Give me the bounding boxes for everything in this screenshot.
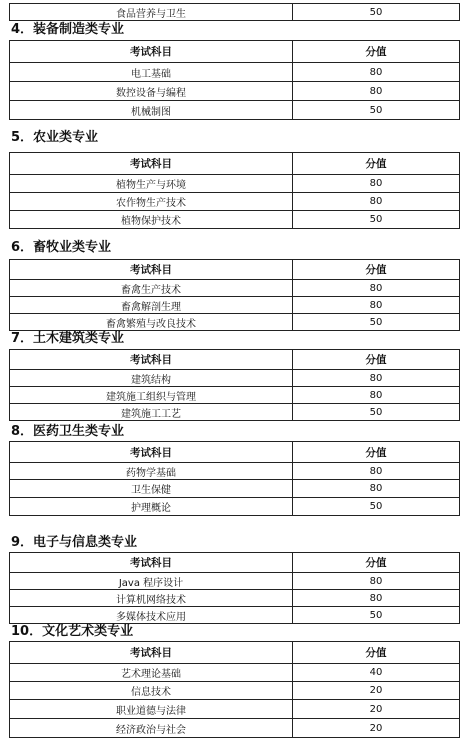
subject-cell: 植物保护技术 <box>10 211 293 229</box>
header-row <box>10 41 460 63</box>
section-heading: 10．文化艺术类专业 <box>11 624 134 639</box>
score-cell: 80 <box>293 297 460 314</box>
subject-cell: 电工基础 <box>10 63 293 82</box>
header-score: 分值 <box>293 553 460 573</box>
subject-cell: 信息技术 <box>10 682 293 700</box>
subject-cell: 机械制图 <box>10 101 293 120</box>
table-row <box>10 590 460 607</box>
subject-cell: 建筑施工组织与管理 <box>10 387 293 404</box>
header-score: 分值 <box>293 153 460 175</box>
header-subject: 考试科目 <box>10 553 293 573</box>
score-cell: 80 <box>293 370 460 387</box>
table-row <box>10 607 460 624</box>
table-row <box>10 480 460 498</box>
section-heading: 6．畜牧业类专业 <box>11 240 112 255</box>
header-subject: 考试科目 <box>10 153 293 175</box>
subject-cell: 艺术理论基础 <box>10 664 293 682</box>
score-cell: 80 <box>293 82 460 101</box>
table-row <box>10 404 460 421</box>
subject-cell: 卫生保健 <box>10 480 293 498</box>
subject-cell: 建筑施工工艺 <box>10 404 293 421</box>
subject-cell: 食品营养与卫生 <box>10 4 293 21</box>
header-score: 分值 <box>293 442 460 463</box>
table-row <box>10 297 460 314</box>
header-subject: 考试科目 <box>10 350 293 370</box>
subject-cell: 职业道德与法律 <box>10 700 293 719</box>
score-cell: 80 <box>293 63 460 82</box>
section-heading: 9．电子与信息类专业 <box>11 535 138 550</box>
header-row <box>10 350 460 370</box>
section-table <box>9 259 460 331</box>
top-partial-table <box>9 3 460 21</box>
score-cell: 80 <box>293 573 460 590</box>
subject-cell: 农作物生产技术 <box>10 193 293 211</box>
header-subject: 考试科目 <box>10 41 293 63</box>
table-row <box>10 193 460 211</box>
table-row <box>10 463 460 480</box>
table-row <box>10 101 460 120</box>
score-cell: 40 <box>293 664 460 682</box>
subject-cell: 经济政治与社会 <box>10 719 293 738</box>
header-score: 分值 <box>293 350 460 370</box>
table-row <box>10 387 460 404</box>
table-row <box>10 211 460 229</box>
section-table <box>9 349 460 421</box>
header-subject: 考试科目 <box>10 442 293 463</box>
section-table <box>9 552 460 624</box>
header-row <box>10 553 460 573</box>
header-row <box>10 642 460 664</box>
score-cell: 80 <box>293 175 460 193</box>
score-cell: 50 <box>293 101 460 120</box>
score-cell: 80 <box>293 463 460 480</box>
header-row <box>10 153 460 175</box>
section-table <box>9 40 460 120</box>
score-cell: 20 <box>293 682 460 700</box>
subject-cell: 畜禽繁殖与改良技术 <box>10 314 293 331</box>
subject-cell: 数控设备与编程 <box>10 82 293 101</box>
table-row <box>10 175 460 193</box>
header-subject: 考试科目 <box>10 642 293 664</box>
section-table <box>9 641 460 738</box>
table-row <box>10 4 460 21</box>
table-row <box>10 700 460 719</box>
score-cell: 50 <box>293 4 460 21</box>
table-row <box>10 63 460 82</box>
table-row <box>10 682 460 700</box>
score-cell: 80 <box>293 193 460 211</box>
score-cell: 20 <box>293 719 460 738</box>
table-row <box>10 664 460 682</box>
subject-cell: 药物学基础 <box>10 463 293 480</box>
header-row <box>10 442 460 463</box>
score-cell: 50 <box>293 211 460 229</box>
subject-cell: 多媒体技术应用 <box>10 607 293 624</box>
score-cell: 50 <box>293 607 460 624</box>
subject-cell: 畜禽生产技术 <box>10 280 293 297</box>
table-row <box>10 498 460 516</box>
subject-cell: 畜禽解剖生理 <box>10 297 293 314</box>
table-row <box>10 573 460 590</box>
section-heading: 5．农业类专业 <box>11 130 99 145</box>
score-cell: 80 <box>293 590 460 607</box>
score-cell: 20 <box>293 700 460 719</box>
subject-cell: 建筑结构 <box>10 370 293 387</box>
score-cell: 80 <box>293 387 460 404</box>
score-cell: 80 <box>293 280 460 297</box>
score-cell: 50 <box>293 498 460 516</box>
subject-cell: 护理概论 <box>10 498 293 516</box>
score-cell: 50 <box>293 314 460 331</box>
header-score: 分值 <box>293 41 460 63</box>
header-row <box>10 260 460 280</box>
score-cell: 80 <box>293 480 460 498</box>
table-row <box>10 280 460 297</box>
header-score: 分值 <box>293 642 460 664</box>
score-cell: 50 <box>293 404 460 421</box>
subject-cell: Java 程序设计 <box>10 573 293 590</box>
header-subject: 考试科目 <box>10 260 293 280</box>
section-table <box>9 152 460 229</box>
section-table <box>9 441 460 516</box>
header-score: 分值 <box>293 260 460 280</box>
table-row <box>10 82 460 101</box>
section-heading: 8．医药卫生类专业 <box>11 424 125 439</box>
subject-cell: 计算机网络技术 <box>10 590 293 607</box>
table-row <box>10 719 460 738</box>
table-row <box>10 370 460 387</box>
subject-cell: 植物生产与环境 <box>10 175 293 193</box>
table-row <box>10 314 460 331</box>
section-heading: 4．装备制造类专业 <box>11 22 125 37</box>
section-heading: 7．土木建筑类专业 <box>11 331 125 346</box>
